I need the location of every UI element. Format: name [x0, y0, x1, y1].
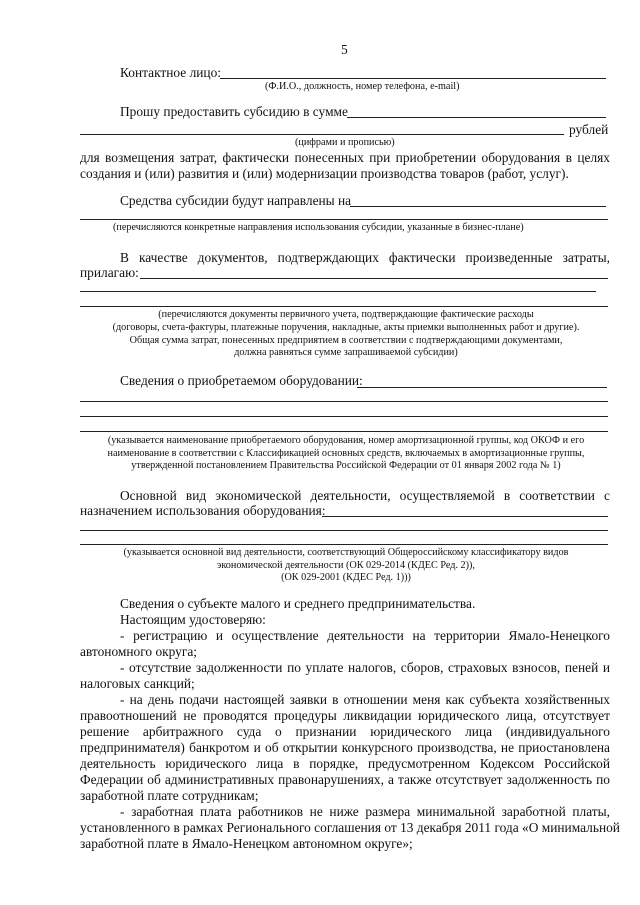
contact-hint: (Ф.И.О., должность, номер телефона, e-mail) [265, 81, 460, 92]
contact-line[interactable] [220, 78, 606, 79]
directions-hint: (перечисляются конкретные направления использования субсидии, указанные в бизнес-плане) [113, 222, 524, 233]
activity-field-line-1[interactable] [322, 516, 608, 517]
equipment-line-1[interactable] [357, 387, 607, 388]
activity-field-line-2[interactable] [80, 530, 608, 531]
documents-line-1: В качестве документов, подтверждающих фактически произведенные затраты, [120, 250, 610, 265]
equipment-line-3[interactable] [80, 416, 608, 417]
documents-field-line-3[interactable] [80, 306, 608, 307]
contact-label: Контактное лицо: [120, 65, 222, 80]
directions-label: Средства субсидии будут направлены на [120, 193, 352, 208]
sme-item-line: решение арбитражного суда о признании юридического лица (индивидуального [80, 724, 610, 739]
activity-hint-1: (указывается основной вид деятельности, соответствующий Общероссийскому классификатору видов [123, 547, 569, 558]
documents-hint-3: Общая сумма затрат, понесенных предприятием в соответствии с подтверждающими документами, [129, 335, 563, 346]
documents-hint-2: (договоры, счета-фактуры, платежные поручения, накладные, акты приемки выполненных работ и другие). [112, 322, 580, 333]
equipment-label: Сведения о приобретаемом оборудовании: [120, 373, 363, 388]
subsidy-purpose-line-2: создания и (или) развития и (или) модернизации производства товаров (работ, услуг). [80, 166, 569, 181]
sme-item-line: заработной плате сотрудникам; [80, 788, 259, 803]
page-number: 5 [341, 42, 348, 57]
documents-hint-1: (перечисляются документы первичного учета, подтверждающие фактические расходы [158, 309, 534, 320]
sme-item-line: - заработная плата работников не ниже размера минимальной заработной платы, [120, 804, 610, 819]
sme-item-line: налоговых санкций; [80, 676, 195, 691]
sme-item-line: заработной плате в Ямало-Ненецком автономном округе»; [80, 836, 413, 851]
directions-line-2[interactable] [80, 219, 608, 220]
sme-item-line: автономного округа; [80, 644, 198, 659]
subsidy-amount-line-1[interactable] [347, 117, 606, 118]
sme-item-line: - на день подачи настоящей заявки в отношении меня как субъекта хозяйственных [120, 692, 610, 707]
documents-line-2: прилагаю: [80, 265, 139, 280]
activity-hint-2: экономической деятельности (ОК 029-2014 (КДЕС Ред. 2)), [217, 560, 475, 571]
subsidy-hint: (цифрами и прописью) [295, 137, 395, 148]
activity-line-1: Основной вид экономической деятельности, осуществляемой в соответствии с [120, 488, 610, 503]
sme-item-line: деятельность юридического лица в порядке, предусмотренном Кодексом Российской [80, 756, 610, 771]
activity-line-2: назначением использования оборудования: [80, 503, 326, 518]
sme-item-line: предпринимателя) банкротом и об открытии конкурсного производства, не приостановлена [80, 740, 610, 755]
sme-item-line: - отсутствие задолженности по уплате налогов, сборов, страховых взносов, пеней и [120, 660, 610, 675]
activity-hint-3: (ОК 029-2001 (КДЕС Ред. 1))) [281, 572, 411, 583]
sme-certify: Настоящим удостоверяю: [120, 612, 266, 627]
sme-item-line: Федерации об административных правонарушениях, а также отсутствует задолженность по [80, 772, 610, 787]
documents-hint-4: должна равняться сумме запрашиваемой субсидии) [234, 347, 458, 358]
sme-title: Сведения о субъекте малого и среднего предпринимательства. [120, 596, 476, 611]
subsidy-currency: рублей [569, 122, 609, 137]
equipment-line-4[interactable] [80, 431, 608, 432]
equipment-line-2[interactable] [80, 401, 608, 402]
subsidy-purpose-line-1: для возмещения затрат, фактически понесенных при приобретении оборудования в целях [80, 150, 610, 165]
equipment-hint-3: утвержденной постановлением Правительства Российской Федерации от 01 января 2002 года № 1) [131, 460, 561, 471]
equipment-hint-1: (указывается наименование приобретаемого оборудования, номер амортизационной группы, код ОКОФ и его [107, 435, 585, 446]
subsidy-request: Прошу предоставить субсидию в сумме [120, 104, 348, 119]
activity-field-line-3[interactable] [80, 544, 608, 545]
subsidy-amount-line-2[interactable] [80, 134, 564, 135]
sme-item-line: - регистрацию и осуществление деятельности на территории Ямало-Ненецкого [120, 628, 610, 643]
documents-field-line-1[interactable] [140, 278, 608, 279]
sme-item-line: правоотношений не проводятся процедуры ликвидации юридического лица, отсутствует [80, 708, 610, 723]
equipment-hint-2: наименование в соответствии с Классификацией основных средств, включаемых в амортизационные группы, [107, 448, 585, 459]
directions-line-1[interactable] [350, 206, 606, 207]
documents-field-line-2[interactable] [80, 291, 596, 292]
sme-item-line: установленного в рамках Регионального соглашения от 13 декабря 2011 года «О минимальной [80, 820, 620, 835]
